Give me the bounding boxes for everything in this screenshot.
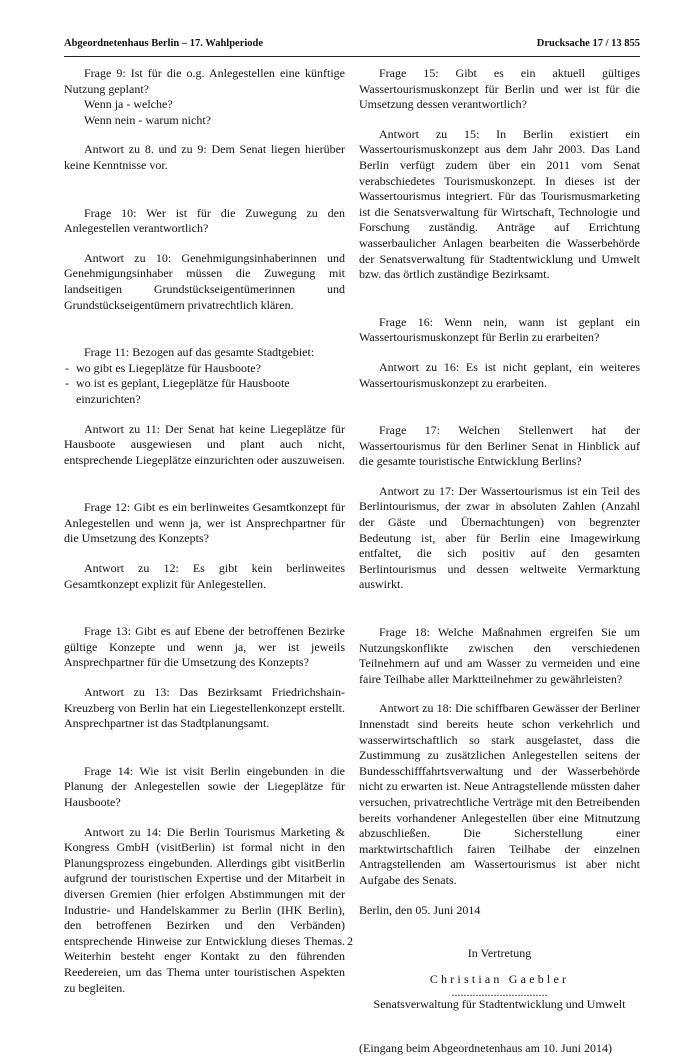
signatory-department: Senatsverwaltung für Stadtentwicklung und Umwelt [373, 997, 626, 1012]
answer-16: Antwort zu 16: Es ist nicht geplant, ein weiteres Wassertourismuskonzept zu erarbeiten. [359, 359, 640, 390]
answer-18: Antwort zu 18: Die schiffbaren Gewässer der Berliner Innenstadt sind bereits heute schon verkehrlich und wasserwirtschaftlich so stark ausgelastet, dass die Zustimmung zu zusätzlichen Anlegestellen seitens der Bundesschifffahrtsverwaltung und der Wasserbehörde nicht zu erwarten ist. Neue Antragstellende müssten daher versuchen, privatrechtliche Verträge mit den Betreibenden bereits vorhandener Anlegestellen über eine Mitnutzung abzuschließen. Die Sicherstellung einer marktwirtschaftlich fairen Teilhabe der einzelnen Antragstellenden am Wassertourismus ist aber nicht Aufgabe des Senats. [359, 701, 640, 887]
receipt-note: (Eingang beim Abgeordnetenhaus am 10. Juni 2014) [359, 1040, 612, 1055]
list-item: - wo gibt es Liegeplätze für Hausboote? [64, 361, 345, 377]
question-11-list [64, 361, 345, 408]
page-number: 2 [347, 934, 353, 948]
answer-15: Antwort zu 15: In Berlin existiert ein Wassertourismuskonzept aus dem Jahr 2003. Das Land Berlin verfügt zudem über ein 2011 vom Senat verabschiedetes Tourismuskonzept. In dieses ist der Wassertourismus integriert. Für das Tourismusmarketing ist die Senatsverwaltung für Wirtschaft, Technologie und Forschung zuständig. Anträge auf Errichtung wasserbaulicher Anlagen bearbeiten die Wasserbehörde der Senatsverwaltung für Stadtentwicklung und Umwelt bzw. das örtlich zuständige Bezirksamt. [359, 126, 640, 282]
answer-8-9: Antwort zu 8. und zu 9: Dem Senat liegen hierüber keine Kenntnisse vor. [64, 142, 345, 172]
answer-10: Antwort zu 10: Genehmigungsinhaberinnen und Genehmigungsinhaber müssen die Zuwegung mit landseitigen Grundstückseigentümerinnen und Grundstückseigentümern privatrechtlich klären. [64, 250, 345, 312]
question-16: Frage 16: Wenn nein, wann ist geplant ein Wassertourismuskonzept für Berlin zu erarbeiten? [359, 314, 640, 345]
answer-14: Antwort zu 14: Die Berlin Tourismus Marketing & Kongress GmbH (visitBerlin) ist formal nicht in den Planungsprozess eingebunden. Allerdings gibt visitBerlin aufgrund der touristischen Expertise und der Mitarbeit in diversen Gremien (hier erfolgen Abstimmungen mit der Industrie- und Handelskammer zu Berlin (IHK Berlin), den betroffenen Bezirken und den Verbänden) entsprechende Hinweise zur Entwicklung dieses Themas. Weiterhin besteht enger Kontakt zu den führenden Reedereien, um das Thema unter touristischen Aspekten zu begleiten. [64, 824, 345, 995]
question-10: Frage 10: Wer ist für die Zuwegung zu den Anlegestellen verantwortlich? [64, 205, 345, 236]
question-11: Frage 11: Bezogen auf das gesamte Stadtgebiet: [84, 345, 315, 360]
question-9-yes: Wenn ja - welche? [84, 97, 173, 112]
list-item: - wo ist es geplant, Liegeplätze für Hausboote einzurichten? [64, 376, 345, 407]
answer-17: Antwort zu 17: Der Wassertourismus ist ein Teil des Berlintourismus, der zwar in absoluten Zahlen (Anzahl der Gäste und Übernachtungen) von begrenzter Bedeutung ist, aber für Berlin eine Imagewirkung entfaltet, die sich positiv auf den gesamten Berlintourismus und dessen weltweite Vermarktung auswirkt. [359, 483, 640, 592]
header-drucksache: Drucksache 17 / 13 855 [536, 38, 640, 49]
right-column [359, 66, 640, 1057]
header-parliament: Abgeordnetenhaus Berlin – 17. Wahlperiode [64, 38, 264, 49]
question-14: Frage 14: Wie ist visit Berlin eingebunden in die Planung der Anlegestellen sowie der Liegeplätze für Hausboote? [64, 763, 345, 809]
question-17: Frage 17: Welchen Stellenwert hat der Wassertourismus für den Berliner Senat in Hinblick auf die gesamte touristische Entwicklung Berlins? [359, 423, 640, 469]
answer-13: Antwort zu 13: Das Bezirksamt Friedrichshain-Kreuzberg von Berlin hat ein Liegestellenkonzept erstellt. Ansprechpartner ist das Stadtplanungsamt. [64, 685, 345, 731]
signature-dots: ................................ [451, 985, 548, 1000]
question-9-no: Wenn nein - warum nicht? [84, 112, 211, 127]
question-9: Frage 9: Ist für die o.g. Anlegestellen eine künftige Nutzung geplant? [64, 66, 345, 96]
question-13: Frage 13: Gibt es auf Ebene der betroffenen Bezirke gültige Konzepte und wenn ja, wer ist jeweils Ansprechpartner für die Umsetzung des Konzepts? [64, 624, 345, 670]
signatory-name: Christian Gaebler [429, 971, 570, 986]
question-15: Frage 15: Gibt es ein aktuell gültiges Wassertourismuskonzept für Berlin und wer ist für die Umsetzung dessen verantwortlich? [359, 66, 640, 112]
header-rule [64, 56, 640, 57]
answer-11: Antwort zu 11: Der Senat hat keine Liegeplätze für Hausboote ausgewiesen und plant auch nicht, entsprechende Liegeplätze einzurichten oder auszuweisen. [64, 421, 345, 467]
left-column [64, 66, 345, 996]
date-line: Berlin, den 05. Juni 2014 [359, 902, 481, 917]
question-18: Frage 18: Welche Maßnahmen ergreifen Sie um Nutzungskonflikte zwischen den verschiedenen Teilnehmern auf und am Wasser zu vermeiden und eine faire Teilhabe aller Marktteilnehmer zu gewährleisten? [359, 625, 640, 686]
question-12: Frage 12: Gibt es ein berlinweites Gesamtkonzept für Anlegestellen und wenn ja, wer ist Ansprechpartner für die Umsetzung des Konzepts? [64, 500, 345, 546]
in-vertretung: In Vertretung [467, 946, 532, 961]
page-header [64, 38, 640, 52]
answer-12: Antwort zu 12: Es gibt kein berlinweites Gesamtkonzept explizit für Anlegestellen. [64, 561, 345, 591]
